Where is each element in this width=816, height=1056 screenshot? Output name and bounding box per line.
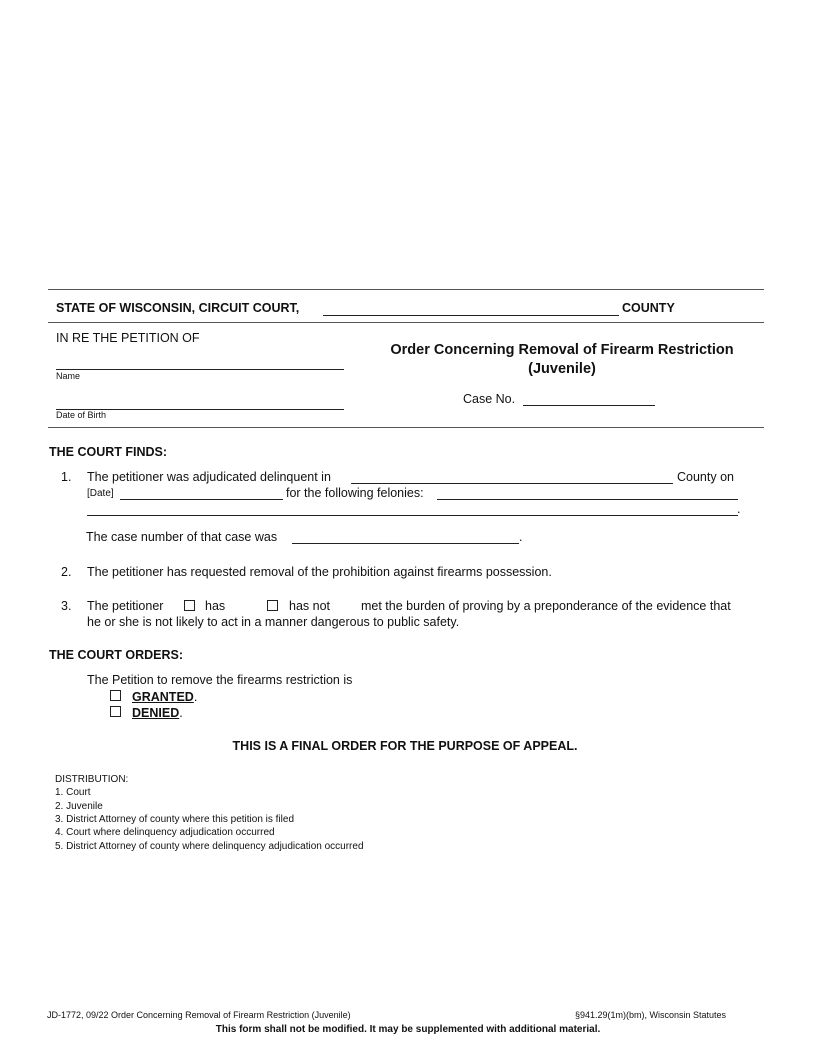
- item2-text: The petitioner has requested removal of the prohibition against firearms possession.: [87, 565, 552, 579]
- granted-checkbox[interactable]: [110, 690, 121, 701]
- felonies-period: .: [737, 502, 741, 516]
- date-field[interactable]: [120, 499, 283, 500]
- item3-number: 3.: [61, 599, 72, 613]
- distribution-item: 1. Court: [55, 787, 91, 798]
- item3-text-a: The petitioner: [87, 599, 164, 613]
- granted-period: .: [193, 690, 198, 704]
- adjudication-county-field[interactable]: [351, 483, 673, 484]
- has-checkbox[interactable]: [184, 600, 195, 611]
- form-title-line1: Order Concerning Removal of Firearm Restriction: [390, 342, 734, 358]
- county-field[interactable]: [323, 315, 619, 316]
- item1-text-b: County on: [677, 470, 734, 484]
- orders-text: The Petition to remove the firearms restriction is: [87, 673, 353, 687]
- granted-option: [132, 690, 197, 704]
- name-field[interactable]: [56, 369, 344, 370]
- orders-heading: THE COURT ORDERS:: [49, 648, 184, 662]
- item3-text-c: he or she is not likely to act in a manner dangerous to public safety.: [87, 615, 460, 629]
- form-id: JD-1772, 09/22 Order Concerning Removal of Firearm Restriction (Juvenile): [47, 1010, 351, 1020]
- court-prefix: STATE OF WISCONSIN, CIRCUIT COURT,: [56, 301, 300, 315]
- distribution-item: 2. Juvenile: [55, 801, 103, 812]
- item1-text-a: The petitioner was adjudicated delinquent in: [87, 470, 331, 484]
- county-suffix: COUNTY: [622, 301, 675, 315]
- statute-reference: §941.29(1m)(bm), Wisconsin Statutes: [575, 1010, 727, 1020]
- denied-period: .: [179, 706, 183, 720]
- felonies-field[interactable]: [437, 499, 738, 500]
- denied-checkbox[interactable]: [110, 706, 121, 717]
- has-not-label: has not: [289, 599, 331, 613]
- distribution-item: 5. District Attorney of county where delinquency adjudication occurred: [55, 841, 364, 852]
- granted-label: GRANTED: [132, 690, 194, 704]
- item1-number: 1.: [61, 470, 72, 484]
- in-re-label: IN RE THE PETITION OF: [56, 331, 200, 345]
- denied-label: DENIED: [132, 706, 180, 720]
- case-number-period: .: [519, 530, 523, 544]
- header-rule: [48, 322, 764, 323]
- denied-option: [132, 706, 183, 720]
- item3-text-b: met the burden of proving by a preponderance of the evidence that: [361, 599, 731, 613]
- felonies-field-line2[interactable]: [87, 515, 738, 516]
- top-rule: [48, 289, 764, 290]
- name-label: Name: [56, 371, 81, 381]
- distribution-heading: DISTRIBUTION:: [55, 774, 129, 785]
- has-not-checkbox[interactable]: [267, 600, 278, 611]
- findings-heading: THE COURT FINDS:: [49, 445, 168, 459]
- has-label: has: [205, 599, 226, 613]
- item1-text-c: for the following felonies:: [286, 486, 424, 500]
- final-order-notice: THIS IS A FINAL ORDER FOR THE PURPOSE OF APPEAL.: [232, 739, 578, 753]
- prior-case-number-field[interactable]: [292, 543, 519, 544]
- case-no-label: Case No.: [463, 392, 516, 406]
- date-label: [Date]: [87, 488, 114, 499]
- distribution-item: 4. Court where delinquency adjudication occurred: [55, 827, 275, 838]
- case-no-field[interactable]: [523, 405, 655, 406]
- dob-label: Date of Birth: [56, 410, 107, 420]
- case-number-text: The case number of that case was: [86, 530, 278, 544]
- item2-number: 2.: [61, 565, 72, 579]
- form-title-line2: (Juvenile): [528, 361, 596, 377]
- caption-rule: [48, 427, 764, 428]
- distribution-item: 3. District Attorney of county where this petition is filed: [55, 814, 294, 825]
- modification-notice: This form shall not be modified. It may be supplemented with additional material.: [215, 1024, 601, 1035]
